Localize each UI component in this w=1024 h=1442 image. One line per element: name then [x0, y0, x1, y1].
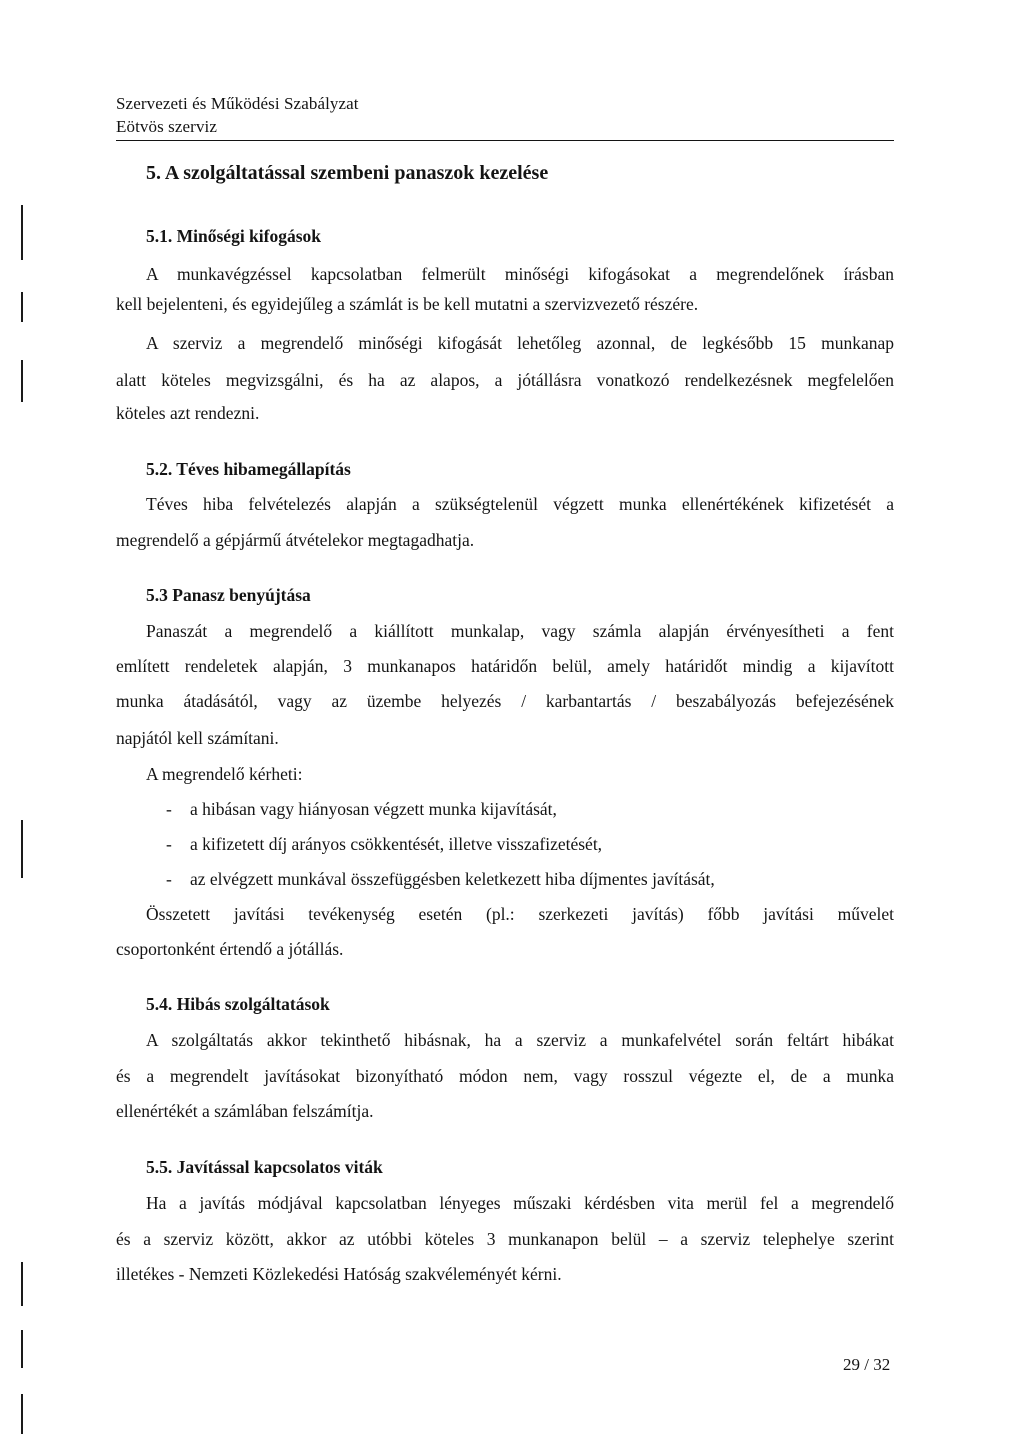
header-title: Szervezeti és Működési Szabályzat	[116, 94, 359, 113]
paragraph-line: A szerviz a megrendelő minőségi kifogását lehetőleg azonnal, de legkésőbb 15 munkanap	[146, 333, 894, 353]
paragraph-line: és a megrendelt javításokat bizonyítható módon nem, vagy rosszul végezte el, de a munka	[116, 1066, 894, 1086]
subsection-5-3-title: 5.3 Panasz benyújtása	[146, 585, 311, 605]
margin-bar	[21, 1394, 23, 1434]
margin-bar	[21, 360, 23, 402]
page-header	[116, 92, 894, 138]
paragraph-line: ellenértékét a számlában felszámítja.	[116, 1101, 374, 1121]
subsection-5-4-title: 5.4. Hibás szolgáltatások	[146, 994, 330, 1014]
subsection-5-5-title: 5.5. Javítással kapcsolatos viták	[146, 1157, 383, 1177]
subsection-5-2-title: 5.2. Téves hibamegállapítás	[146, 459, 351, 479]
paragraph-line: A munkavégzéssel kapcsolatban felmerült minőségi kifogásokat a megrendelőnek írásban	[146, 264, 894, 284]
list-bullet: -	[166, 834, 172, 854]
paragraph-line: köteles azt rendezni.	[116, 403, 260, 423]
header-subtitle: Eötvös szerviz	[116, 117, 218, 136]
paragraph-line: kell bejelenteni, és egyidejűleg a számlát is be kell mutatni a szervizvezető részére.	[116, 294, 699, 314]
section-title: 5. A szolgáltatással szembeni panaszok kezelése	[146, 162, 549, 184]
paragraph-line: csoportonként értendő a jótállás.	[116, 939, 344, 959]
margin-bar	[21, 292, 23, 322]
list-item: az elvégzett munkával összefüggésben keletkezett hiba díjmentes javítását,	[190, 869, 715, 889]
paragraph-line: Összetett javítási tevékenység esetén (pl.: szerkezeti javítás) főbb javítási művelet	[146, 904, 894, 924]
paragraph-line: Téves hiba felvételezés alapján a szükségtelenül végzett munka ellenértékének kifizetését a	[146, 494, 894, 514]
subsection-5-1-title: 5.1. Minőségi kifogások	[146, 226, 322, 246]
paragraph-line: munka átadásától, vagy az üzembe helyezés / karbantartás / beszabályozás befejezésének	[116, 691, 894, 711]
list-item: a hibásan vagy hiányosan végzett munka kijavítását,	[190, 799, 557, 819]
page-number: 29 / 32	[843, 1355, 891, 1374]
paragraph-line: Ha a javítás módjával kapcsolatban lényeges műszaki kérdésben vita merül fel a megrendelő	[146, 1193, 894, 1213]
paragraph-line: illetékes - Nemzeti Közlekedési Hatóság szakvéleményét kérni.	[116, 1264, 562, 1284]
paragraph-line: A megrendelő kérheti:	[146, 764, 303, 784]
paragraph-line: napjától kell számítani.	[116, 728, 279, 748]
paragraph-line: A szolgáltatás akkor tekinthető hibásnak, ha a szerviz a munkafelvétel során feltárt hibákat	[146, 1030, 894, 1050]
paragraph-line: említett rendeletek alapján, 3 munkanapos határidőn belül, amely határidőt mindig a kijavított	[116, 656, 894, 676]
list-bullet: -	[166, 799, 172, 819]
margin-bar	[21, 1262, 23, 1306]
header-rule	[116, 140, 894, 141]
paragraph-line: alatt köteles megvizsgálni, és ha az alapos, a jótállásra vonatkozó rendelkezésnek megfelelően	[116, 370, 894, 390]
list-bullet: -	[166, 869, 172, 889]
margin-bar	[21, 205, 23, 260]
list-item: a kifizetett díj arányos csökkentését, illetve visszafizetését,	[190, 834, 603, 854]
paragraph-line: megrendelő a gépjármű átvételekor megtagadhatja.	[116, 530, 475, 550]
margin-bar	[21, 820, 23, 878]
paragraph-line: Panaszát a megrendelő a kiállított munkalap, vagy számla alapján érvényesítheti a fent	[146, 621, 894, 641]
paragraph-line: és a szerviz között, akkor az utóbbi köteles 3 munkanapon belül – a szerviz telephelye szerint	[116, 1229, 894, 1249]
margin-bar	[21, 1330, 23, 1368]
